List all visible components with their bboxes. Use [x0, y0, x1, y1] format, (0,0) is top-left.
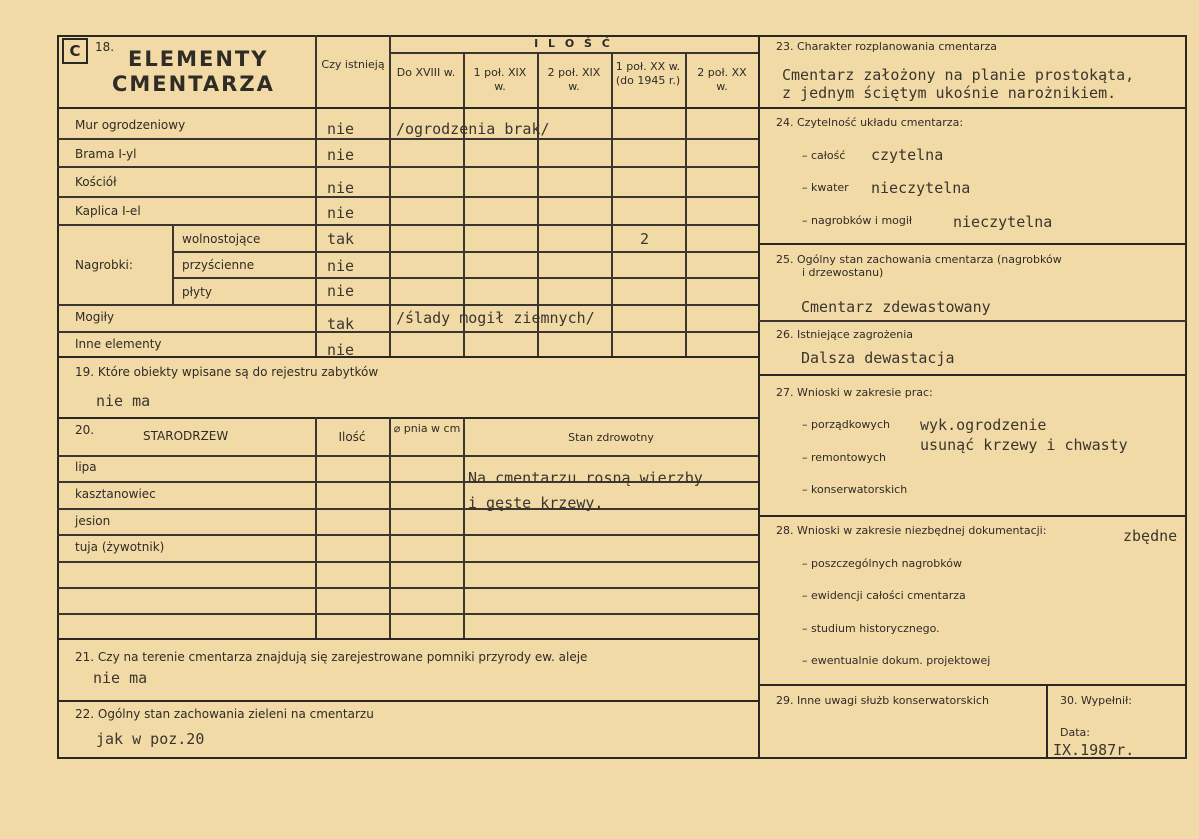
section-25-value: Cmentarz zdewastowany — [801, 298, 991, 316]
grid-line — [758, 515, 1186, 517]
row-label: Mur ogrodzeniowy — [75, 118, 186, 132]
period-header: 1 poł. XX w. (do 1945 r.) — [615, 60, 681, 87]
frame-bottom — [57, 757, 1186, 759]
row-exists: nie — [327, 282, 355, 300]
section-23-label: 23. Charakter rozplanowania cmentarza — [776, 40, 997, 53]
grid-line — [57, 587, 758, 589]
readability-item-value: nieczytelna — [871, 179, 971, 197]
row-exists: tak — [327, 315, 355, 333]
row-qty: 2 — [640, 230, 650, 248]
health-note-line2: i gęste krzewy. — [468, 494, 604, 512]
section-30-label: 30. Wypełnił: — [1060, 694, 1132, 707]
col-ilosc-header: I L O Ś Ć — [534, 37, 613, 50]
grid-line — [57, 417, 758, 419]
period-header: 2 poł. XX w. — [697, 66, 747, 93]
period-header: 2 poł. XIX w. — [547, 66, 601, 93]
row-label: Brama I-yl — [75, 147, 137, 161]
section-27-label: 27. Wnioski w zakresie prac: — [776, 386, 933, 399]
works-item-label: – konserwatorskich — [802, 483, 908, 496]
tree-name: lipa — [75, 460, 97, 474]
section-29-label: 29. Inne uwagi służb konserwatorskich — [776, 694, 989, 707]
grid-line — [463, 417, 465, 639]
grid-line — [57, 138, 758, 140]
card-letter: C — [62, 38, 88, 64]
section-25-label-line2: i drzewostanu) — [802, 266, 884, 279]
section-18-title-line2: CMENTARZA — [112, 72, 275, 96]
docs-item-label: – poszczególnych nagrobków — [802, 557, 962, 570]
row-label: Mogiły — [75, 310, 115, 324]
grid-line — [57, 331, 758, 333]
row-label: Kościół — [75, 175, 117, 189]
grid-line — [57, 638, 758, 640]
row-exists: nie — [327, 120, 355, 138]
period-header: 1 poł. XIX w. — [473, 66, 527, 93]
row-exists: nie — [327, 257, 355, 275]
grid-line — [172, 251, 758, 253]
grid-line — [758, 107, 1186, 109]
section-28-label: 28. Wnioski w zakresie niezbędnej dokumentacji: — [776, 524, 1047, 537]
readability-item-label: – całość — [802, 149, 846, 162]
grid-line — [57, 196, 758, 198]
docs-item-label: – ewidencji całości cmentarza — [802, 589, 966, 602]
section-19-value: nie ma — [96, 392, 151, 410]
date-label: Data: — [1060, 726, 1090, 739]
row-label: płyty — [182, 285, 212, 299]
row-label: Kaplica I-el — [75, 204, 141, 218]
section-19-label: 19. Które obiekty wpisane są do rejestru zabytków — [75, 365, 379, 379]
frame-middle — [758, 35, 760, 759]
tree-name: kasztanowiec — [75, 487, 156, 501]
row-exists: nie — [327, 179, 355, 197]
row-label: wolnostojące — [182, 232, 261, 246]
grid-line — [758, 320, 1186, 322]
readability-item-label: – kwater — [802, 181, 849, 194]
section-25-label-line1: 25. Ogólny stan zachowania cmentarza (nagrobków — [776, 253, 1062, 266]
grid-line — [57, 613, 758, 615]
section-22-value: jak w poz.20 — [96, 730, 205, 748]
docs-item-label: – ewentualnie dokum. projektowej — [802, 654, 991, 667]
grid-line — [389, 52, 758, 54]
section-20-title: STARODRZEW — [143, 429, 229, 443]
section-18-title-line1: ELEMENTY — [128, 47, 269, 71]
grid-line — [57, 455, 758, 457]
section-21-label: 21. Czy na terenie cmentarza znajdują się zarejestrowane pomniki przyrody ew. aleje — [75, 650, 588, 664]
grid-line — [57, 304, 758, 306]
row-note: /ogrodzenia brak/ — [396, 120, 550, 138]
grid-line — [57, 700, 758, 702]
grid-line — [57, 107, 758, 109]
grid-line — [611, 53, 613, 357]
grid-line — [57, 356, 758, 358]
readability-item-value: nieczytelna — [953, 213, 1053, 231]
readability-item-label: – nagrobków i mogił — [802, 214, 913, 227]
section-27-value-line2: usunąć krzewy i chwasty — [920, 436, 1128, 454]
grid-line — [758, 374, 1186, 376]
tree-name: jesion — [75, 514, 111, 528]
nagrobki-group-label: Nagrobki: — [75, 258, 133, 272]
grid-line — [758, 684, 1186, 686]
section-21-value: nie ma — [93, 669, 148, 687]
grid-line — [685, 53, 687, 357]
section-18-number: 18. — [95, 40, 115, 54]
grid-line — [389, 417, 391, 639]
col-health-header: Stan zdrowotny — [568, 431, 654, 444]
grid-line — [172, 224, 174, 304]
tree-name: tuja (żywotnik) — [75, 540, 165, 554]
section-26-label: 26. Istniejące zagrożenia — [776, 328, 914, 341]
section-22-label: 22. Ogólny stan zachowania zieleni na cmentarzu — [75, 707, 374, 721]
health-note-line1: Na cmentarzu rosną wierzby — [468, 469, 703, 487]
section-27-value-line1: wyk.ogrodzenie — [920, 416, 1047, 434]
col-qty-header: Ilość — [338, 430, 366, 444]
grid-line — [758, 243, 1186, 245]
section-26-value: Dalsza dewastacja — [801, 349, 955, 367]
period-header: Do XVIII w. — [396, 66, 456, 79]
grid-line — [172, 277, 758, 279]
frame-left — [57, 35, 59, 759]
section-20-number: 20. — [75, 423, 95, 437]
section-23-value-line1: Cmentarz założony na planie prostokąta, — [782, 66, 1135, 84]
row-note: /ślady mogił ziemnych/ — [396, 309, 595, 327]
grid-line — [315, 417, 317, 639]
works-item-label: – remontowych — [802, 451, 887, 464]
row-exists: nie — [327, 146, 355, 164]
grid-line — [57, 224, 758, 226]
row-label: przyścienne — [182, 258, 255, 272]
readability-item-value: czytelna — [871, 146, 944, 164]
row-exists: nie — [327, 204, 355, 222]
row-label: Inne elementy — [75, 337, 162, 351]
grid-line — [1046, 684, 1048, 759]
section-24-label: 24. Czytelność układu cmentarza: — [776, 116, 964, 129]
grid-line — [57, 508, 758, 510]
col-diameter-header: ⌀ pnia w cm — [393, 422, 461, 435]
grid-line — [57, 561, 758, 563]
grid-line — [57, 534, 758, 536]
row-exists: tak — [327, 230, 355, 248]
row-exists: nie — [327, 341, 355, 359]
col-exists-header: Czy istnieją — [321, 58, 385, 71]
section-28-value: zbędne — [1123, 527, 1178, 545]
frame-right — [1185, 35, 1187, 759]
works-item-label: – porządkowych — [802, 418, 890, 431]
date-value: IX.1987r. — [1053, 741, 1135, 759]
section-23-value-line2: z jednym ściętym ukośnie narożnikiem. — [782, 84, 1117, 102]
grid-line — [57, 166, 758, 168]
docs-item-label: – studium historycznego. — [802, 622, 940, 635]
